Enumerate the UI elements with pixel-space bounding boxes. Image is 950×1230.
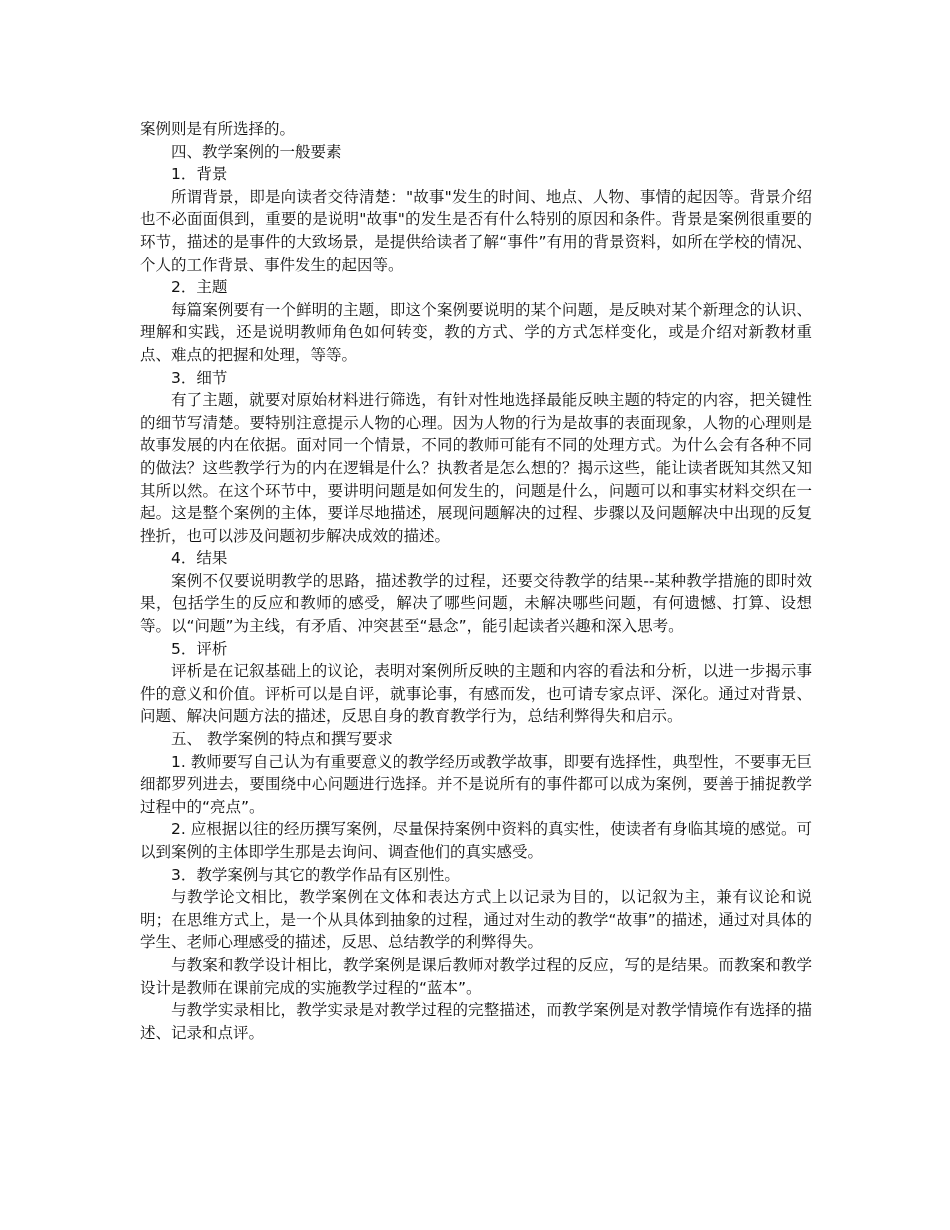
paragraph-compare-record: 与教学实录相比，教学实录是对教学过程的完整描述，而教学案例是对教学情境作有选择的描述、记录和点评。 <box>140 1001 812 1042</box>
subheading-details: 3．细节 <box>171 368 228 387</box>
paragraph-feature-3: 3．教学案例与其它的教学作品有区别性。 <box>171 865 460 884</box>
paragraph-analysis: 评析是在记叙基础上的议论，表明对案例所反映的主题和内容的看法和分析，以进一步揭示事件的意义和价值。评析可以是自评，就事论事，有感而发，也可请专家点评、深化。通过对背景、问题、解决问题方法的描述，反思自身的教育教学行为，总结利弊得失和启示。 <box>140 662 812 726</box>
paragraph-feature-2: 2. 应根据以往的经历撰写案例，尽量保持案例中资料的真实性，使读者有身临其境的感觉。可以到案例的主体即学生那是去询问、调查他们的真实感受。 <box>140 820 812 861</box>
subheading-background: 1．背景 <box>171 165 228 184</box>
subheading-result: 4．结果 <box>171 549 228 568</box>
subheading-analysis: 5．评析 <box>171 639 228 658</box>
paragraph-theme: 每篇案例要有一个鲜明的主题，即这个案例要说明的某个问题，是反映对某个新理念的认识、理解和实践，还是说明教师角色如何转变，教的方式、学的方式怎样变化，或是介绍对新教材重点、难点的把握和处理，等等。 <box>140 300 812 364</box>
section-heading-elements: 四、教学案例的一般要素 <box>171 142 342 161</box>
paragraph-result: 案例不仅要说明教学的思路，描述教学的过程，还要交待教学的结果--某种教学措施的即时效果，包括学生的反应和教师的感受，解决了哪些问题，未解决哪些问题，有何遗憾、打算、设想等。以“问题”为主线，有矛盾、冲突甚至“悬念”，能引起读者兴趣和深入思考。 <box>140 571 812 636</box>
paragraph-compare-lesson-plan: 与教案和教学设计相比，教学案例是课后教师对教学过程的反应，写的是结果。而教案和教学设计是教师在课前完成的实施教学过程的“蓝本”。 <box>140 955 812 997</box>
paragraph-compare-thesis: 与教学论文相比，教学案例在文体和表达方式上以记录为目的，以记叙为主，兼有议论和说明；在思维方式上，是一个从具体到抽象的过程，通过对生动的教学“故事”的描述，通过对具体的学生、老师心理感受的描述，反思、总结教学的利弊得失。 <box>140 888 812 952</box>
subheading-theme: 2．主题 <box>171 278 228 297</box>
section-heading-features: 五、 教学案例的特点和撰写要求 <box>171 730 393 749</box>
paragraph-background: 所谓背景，即是向读者交待清楚："故事"发生的时间、地点、人物、事情的起因等。背景介绍也不必面面俱到，重要的是说明"故事"的发生是否有什么特别的原因和条件。背景是案例很重要的环节，描述的是事件的大致场景，是提供给读者了解“事件”有用的背景资料，如所在学校的情况、个人的工作背景、事件发生的起因等。 <box>140 187 812 274</box>
document-page <box>140 118 812 1044</box>
paragraph-continuation: 案例则是有所选择的。 <box>140 120 296 138</box>
paragraph-feature-1: 1. 教师要写自己认为有重要意义的教学经历或教学故事，即要有选择性，典型性，不要事无巨细都罗列进去，要围绕中心问题进行选择。并不是说所有的事件都可以成为案例，要善于捕捉教学过程中的“亮点”。 <box>140 752 812 816</box>
paragraph-details: 有了主题，就要对原始材料进行筛选，有针对性地选择最能反映主题的特定的内容，把关键性的细节写清楚。要特别注意提示人物的心理。因为人物的行为是故事的表面现象，人物的心理则是故事发展的内在依据。面对同一个情景，不同的教师可能有不同的处理方式。为什么会有各种不同的做法？这些教学行为的内在逻辑是什么？执教者是怎么想的？揭示这些，能让读者既知其然又知其所以然。在这个环节中，要讲明问题是如何发生的，问题是什么，问题可以和事实材料交织在一起。这是整个案例的主体，要详尽地描述，展现问题解决的过程、步骤以及问题解决中出现的反复挫折，也可以涉及问题初步解决成效的描述。 <box>140 391 812 545</box>
